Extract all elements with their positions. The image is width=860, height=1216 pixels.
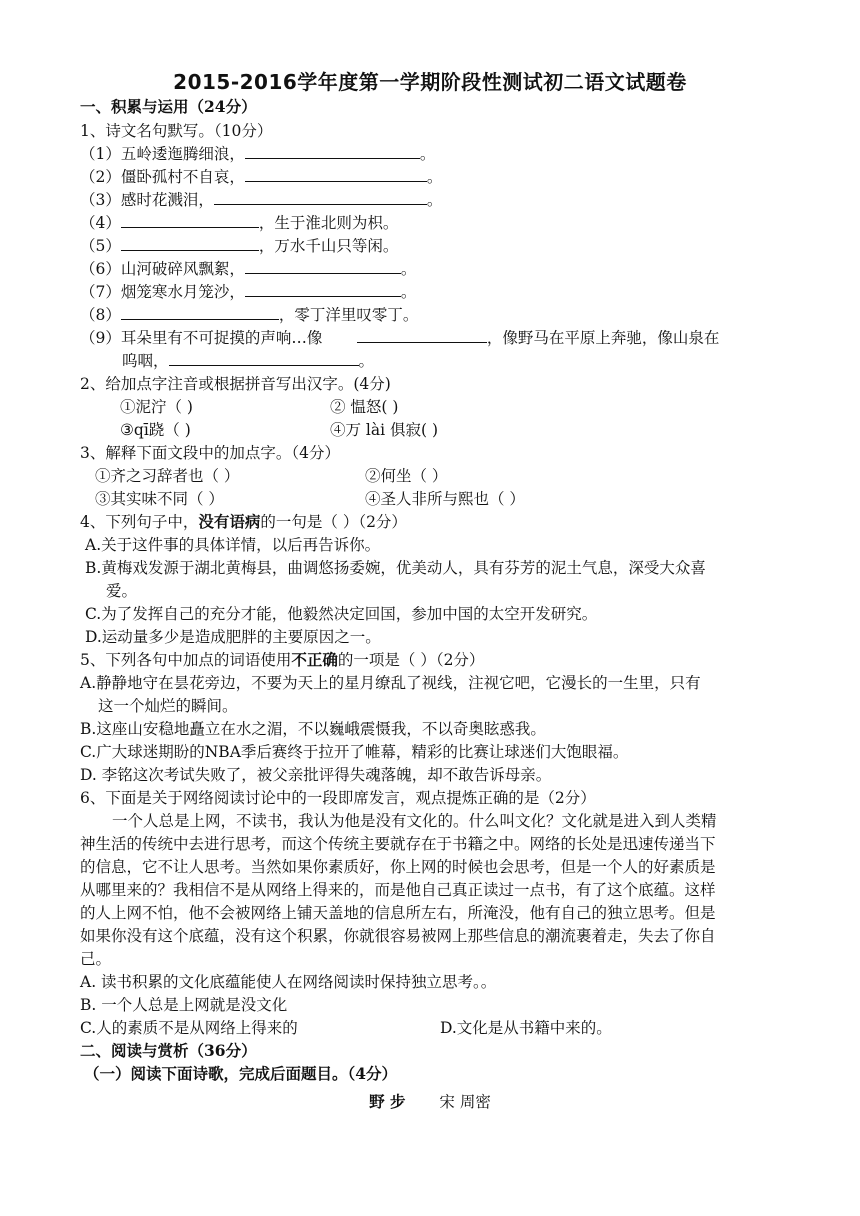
passage-line: 如果你没有这个底蕴，没有这个积累，你就很容易被网上那些信息的潮流裹着走，失去了你自 <box>80 927 716 945</box>
q4-option-b: B.黄梅戏发源于湖北黄梅县，曲调悠扬委婉，优美动人，具有芬芳的泥土气息，深受大众喜 <box>85 559 706 577</box>
question-1-label: 1、诗文名句默写。（10分） <box>80 122 273 140</box>
q1-item-text: （6）山河破碎风飘絮， <box>80 260 245 278</box>
q1-item <box>80 235 398 257</box>
answer-blank[interactable] <box>169 351 359 366</box>
q1-item <box>80 143 435 165</box>
q1-item <box>80 166 442 188</box>
q1-item <box>80 189 442 211</box>
answer-blank[interactable] <box>121 213 259 228</box>
q1-item-text: （7）烟笼寒水月笼沙， <box>80 283 245 301</box>
q4-label-emphasis: 没有语病 <box>198 512 261 531</box>
answer-blank[interactable] <box>245 144 420 159</box>
question-2-label: 2、给加点字注音或根据拼音写出汉字。(4分) <box>80 375 391 393</box>
poem-author: 宋 周密 <box>439 1093 491 1111</box>
q1-item-text: （9）耳朵里有不可捉摸的声响…像 <box>80 329 323 347</box>
q1-item-text: （2）僵卧孤村不自哀， <box>80 168 245 186</box>
q6-option-b: B. 一个人总是上网就是没文化 <box>80 996 288 1014</box>
q6-option-a: A. 读书积累的文化底蕴能使人在网络阅读时保持独立思考。。 <box>80 973 497 991</box>
q5-option-a-cont: 这一个灿烂的瞬间。 <box>98 697 238 715</box>
q5-label-text: 5、下列各句中加点的词语使用 <box>80 651 292 669</box>
answer-blank[interactable] <box>214 190 427 205</box>
passage-line: 的信息，它不让人思考。当然如果你素质好，你上网的时候也会思考，但是一个人的好素质是 <box>80 858 716 876</box>
q6-option-d: D.文化是从书籍中来的。 <box>440 1019 612 1037</box>
q5-option-a: A.静静地守在昙花旁边，不要为天上的星月缭乱了视线，注视它吧，它漫长的一生里，只有 <box>80 674 701 692</box>
answer-blank[interactable] <box>121 305 279 320</box>
passage-line: 从哪里来的？我相信不是从网络上得来的，而是他自己真正读过一点书，有了这个底蕴。这样 <box>80 881 716 899</box>
q1-item-text: 。 <box>400 260 417 278</box>
question-4-label <box>80 511 407 533</box>
passage-line: 一个人总是上网，不读书，我认为他是没有文化的。什么叫文化？文化就是进入到人类精 <box>112 812 717 830</box>
q1-item-text: （4） <box>80 214 121 232</box>
question-3-label: 3、解释下面文段中的加点字。（4分） <box>80 444 340 462</box>
q1-item <box>80 281 416 303</box>
q6-option-c: C.人的素质不是从网络上得来的 <box>80 1019 298 1037</box>
page-title: 2015-2016学年度第一学期阶段性测试初二语文试题卷 <box>173 70 687 94</box>
passage-line: 己。 <box>80 950 112 968</box>
subsection-heading: （一）阅读下面诗歌，完成后面题目。（4分） <box>84 1064 398 1083</box>
q4-label-text: 的一句是（ ）（2分） <box>260 513 407 531</box>
answer-blank[interactable] <box>245 259 401 274</box>
answer-blank[interactable] <box>121 236 259 251</box>
q1-item-continued <box>122 350 374 372</box>
q2-option: ③qī跷（ ) <box>120 421 191 439</box>
q5-option-d: D. 李铭这次考试失败了，被父亲批评得失魂落魄，却不敢告诉母亲。 <box>80 766 552 784</box>
q4-label-text: 4、下列句子中， <box>80 513 199 531</box>
q4-option-c: C.为了发挥自己的充分才能，他毅然决定回国，参加中国的太空开发研究。 <box>85 605 598 623</box>
q1-item-text: 。 <box>419 145 436 163</box>
answer-blank[interactable] <box>357 328 487 343</box>
q1-item-text: ，像野马在平原上奔驰，像山泉在 <box>486 329 720 347</box>
q4-option-a: A.关于这件事的具体详情，以后再告诉你。 <box>85 536 381 554</box>
q5-label-emphasis: 不正确 <box>291 650 338 669</box>
q2-option: ④万 lài 俱寂( ) <box>330 421 439 439</box>
passage-line: 神生活的传统中去进行思考，而这个传统主要就存在于书籍之中。网络的长处是迅速传递当下 <box>80 835 716 853</box>
q2-option: ② 愠怒( ) <box>330 398 399 416</box>
q1-item <box>80 212 398 234</box>
q3-option: ③其实味不同（ ） <box>95 490 224 508</box>
question-5-label <box>80 649 484 671</box>
q1-item-text: ，生于淮北则为枳。 <box>258 214 399 232</box>
passage-line: 的人上网不怕，他不会被网络上铺天盖地的信息所左右，所淹没，他有自己的独立思考。但是 <box>80 904 716 922</box>
q1-item-text: 。 <box>426 168 443 186</box>
q1-item-text: 呜咽， <box>122 352 169 370</box>
poem-title: 野 步 <box>369 1092 406 1111</box>
q5-option-c: C.广大球迷期盼的NBA季后赛终于拉开了帷幕，精彩的比赛让球迷们大饱眼福。 <box>80 743 629 761</box>
question-6-label: 6、下面是关于网络阅读讨论中的一段即席发言，观点提炼正确的是（2分） <box>80 789 596 807</box>
q1-item <box>80 327 719 349</box>
q1-item <box>80 258 416 280</box>
q1-item-text: ，零丁洋里叹零丁。 <box>278 306 419 324</box>
q2-option: ①泥泞（ ) <box>120 398 193 416</box>
section-heading-2: 二、阅读与赏析（36分） <box>80 1041 257 1060</box>
q3-option: ④圣人非所与熙也（ ） <box>365 490 525 508</box>
q4-option-b-cont: 爱。 <box>106 582 138 600</box>
q5-label-text: 的一项是（ ）（2分） <box>337 651 485 669</box>
answer-blank[interactable] <box>245 282 401 297</box>
poem-header <box>0 1090 860 1112</box>
q3-option: ②何坐（ ） <box>365 467 448 485</box>
section-heading-1: 一、积累与运用（24分） <box>80 97 257 116</box>
q1-item-text: 。 <box>400 283 417 301</box>
q1-item-text: （3）感时花溅泪， <box>80 191 214 209</box>
q3-option: ①齐之习辞者也（ ） <box>95 467 240 485</box>
q4-option-d: D.运动量多少是造成肥胖的主要原因之一。 <box>85 628 381 646</box>
q1-item-text: （5） <box>80 237 121 255</box>
q1-item-text: ，万水千山只等闲。 <box>258 237 399 255</box>
q1-item-text: （1）五岭逶迤腾细浪， <box>80 145 245 163</box>
q1-item <box>80 304 418 326</box>
q5-option-b: B.这座山安稳地矗立在水之湄，不以巍峨震慑我，不以奇奥眩惑我。 <box>80 720 546 738</box>
q1-item-text: 。 <box>426 191 443 209</box>
answer-blank[interactable] <box>245 167 427 182</box>
q1-item-text: 。 <box>358 352 375 370</box>
q1-item-text: （8） <box>80 306 121 324</box>
